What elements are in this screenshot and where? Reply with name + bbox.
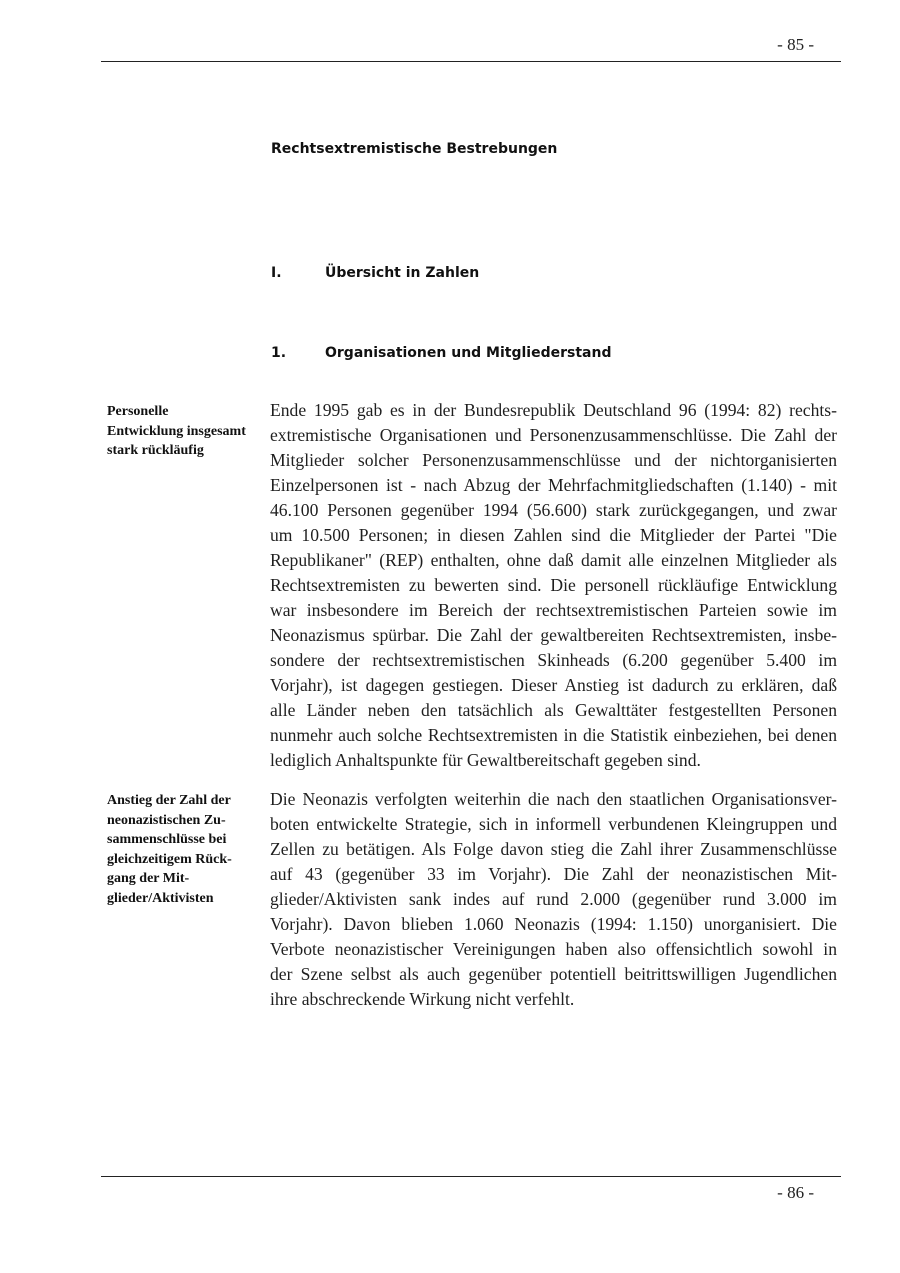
paragraph-line: Verbote neonazistischer Vereinigungen haben also offensichtlich sowohl in bbox=[270, 939, 837, 959]
margin-note-line: gang der Mit- bbox=[107, 871, 190, 886]
section-heading bbox=[271, 265, 479, 281]
header-page-number: - 85 - bbox=[777, 35, 814, 54]
document-title: Rechtsextremistische Bestrebungen bbox=[271, 141, 558, 157]
margin-note-line: Entwicklung insgesamt bbox=[107, 423, 246, 439]
margin-note-line: gleichzeitigem Rück- bbox=[107, 851, 232, 867]
margin-note-personnel bbox=[107, 402, 269, 461]
margin-note-line: Personelle bbox=[107, 404, 169, 419]
header-rule bbox=[101, 61, 841, 62]
margin-note-line: sammenschlüsse bei bbox=[107, 832, 227, 847]
paragraph-line: extremistische Organisationen und Personenzusammenschlüsse. Die Zahl der bbox=[270, 425, 837, 445]
subsection-number: 1. bbox=[271, 345, 287, 361]
paragraph-line: glieder/Aktivisten sank indes auf rund 2.000 (gegenüber rund 3.000 im bbox=[270, 889, 837, 909]
paragraph-line: nunmehr auch solche Rechtsextremisten in die Statistik einbeziehen, bei denen bbox=[270, 725, 837, 745]
subsection-heading bbox=[271, 345, 611, 361]
paragraph-line: boten entwickelte Strategie, sich in informell verbundenen Kleingruppen und bbox=[270, 814, 837, 834]
paragraph-line: Neonazismus spürbar. Die Zahl der gewaltbereiten Rechtsextremisten, insbe- bbox=[270, 625, 837, 645]
footer-page-number: - 86 - bbox=[777, 1183, 814, 1202]
margin-note-line: neonazistischen Zu- bbox=[107, 812, 226, 828]
paragraph-line: der Szene selbst als auch gegenüber potentiell beitrittswilligen Jugendlichen bbox=[270, 964, 837, 984]
paragraph-line: ihre abschreckende Wirkung nicht verfehlt. bbox=[270, 989, 575, 1009]
paragraph-line: Republikaner" (REP) enthalten, ohne daß damit alle einzelnen Mitglieder als bbox=[270, 550, 837, 570]
subsection-label: Organisationen und Mitgliederstand bbox=[325, 345, 612, 361]
paragraph-line: Vorjahr). Davon blieben 1.060 Neonazis (1994: 1.150) unorganisiert. Die bbox=[270, 914, 837, 934]
paragraph-organisations bbox=[270, 398, 837, 773]
paragraph-line: 46.100 Personen gegenüber 1994 (56.600) stark zurückgegangen, und zwar bbox=[270, 500, 837, 520]
section-label: Übersicht in Zahlen bbox=[325, 265, 480, 281]
paragraph-line: lediglich Anhaltspunkte für Gewaltbereitschaft gegeben sind. bbox=[270, 750, 701, 770]
paragraph-line: Vorjahr), ist dagegen gestiegen. Dieser Anstieg ist dadurch zu erklären, daß bbox=[270, 675, 837, 695]
paragraph-line: um 10.500 Personen; in diesen Zahlen sind die Mitglieder der Partei "Die bbox=[270, 525, 837, 545]
paragraph-line: Zellen zu betätigen. Als Folge davon stieg die Zahl ihrer Zusammenschlüsse bbox=[270, 839, 837, 859]
paragraph-line: sondere der rechtsextremistischen Skinheads (6.200 gegenüber 5.400 im bbox=[270, 650, 837, 670]
margin-note-line: glieder/Aktivisten bbox=[107, 890, 214, 906]
paragraph-line: Mitglieder solcher Personenzusammenschlüsse und der nichtorganisierten bbox=[270, 450, 837, 470]
section-number: I. bbox=[271, 265, 282, 281]
paragraph-neonazis bbox=[270, 787, 837, 1012]
margin-note-line: stark rückläufig bbox=[107, 443, 204, 458]
paragraph-line: war insbesondere im Bereich der rechtsextremistischen Parteien sowie im bbox=[270, 600, 837, 620]
paragraph-line: alle Länder neben den tatsächlich als Gewalttäter festgestellten Personen bbox=[270, 700, 837, 720]
footer-rule bbox=[101, 1176, 841, 1177]
paragraph-line: Die Neonazis verfolgten weiterhin die nach den staatlichen Organisationsver- bbox=[270, 789, 837, 809]
margin-note-neonazi bbox=[107, 791, 269, 908]
paragraph-line: Ende 1995 gab es in der Bundesrepublik Deutschland 96 (1994: 82) rechts- bbox=[270, 400, 837, 420]
paragraph-line: Einzelpersonen ist - nach Abzug der Mehrfachmitgliedschaften (1.140) - mit bbox=[270, 475, 837, 495]
paragraph-line: Rechtsextremisten zu bewerten sind. Die personell rückläufige Entwicklung bbox=[270, 575, 837, 595]
margin-note-line: Anstieg der Zahl der bbox=[107, 793, 231, 808]
paragraph-line: auf 43 (gegenüber 33 im Vorjahr). Die Zahl der neonazistischen Mit- bbox=[270, 864, 837, 884]
